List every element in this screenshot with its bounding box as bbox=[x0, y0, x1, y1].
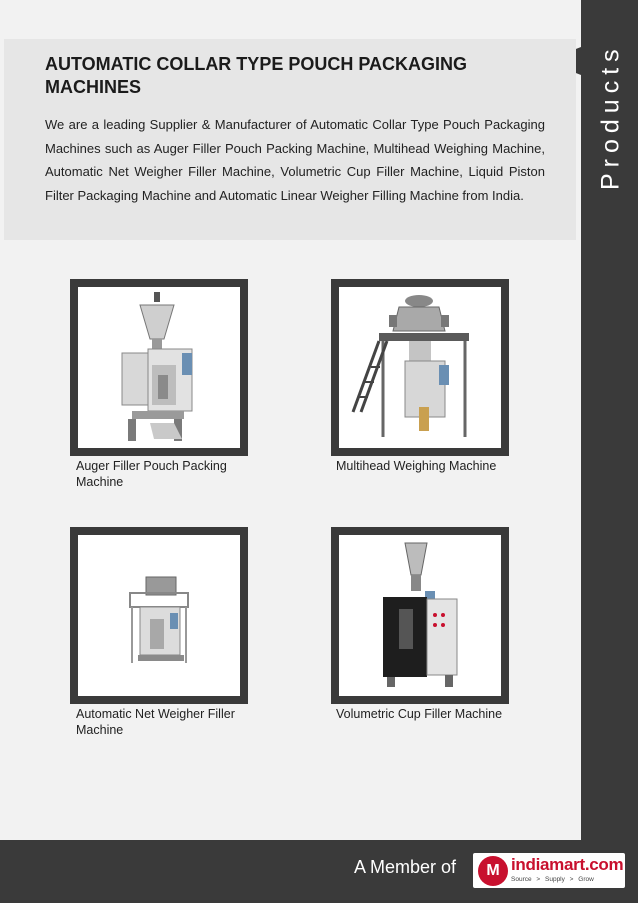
indiamart-logo-mark: M bbox=[478, 856, 508, 886]
sidebar-label: Products bbox=[596, 43, 625, 190]
product-image-volumetric-cup[interactable] bbox=[331, 527, 509, 704]
product-caption: Multihead Weighing Machine bbox=[336, 459, 497, 473]
net-weigher-machine-image bbox=[78, 535, 240, 696]
product-caption: Automatic Net Weigher Filler Machine bbox=[76, 707, 235, 737]
multihead-machine-image bbox=[339, 287, 501, 448]
product-caption: Volumetric Cup Filler Machine bbox=[336, 707, 503, 721]
auger-filler-machine-image bbox=[78, 287, 240, 448]
indiamart-logo-word: indiamart.com bbox=[511, 855, 624, 874]
intro-description: We are a leading Supplier & Manufacturer of Automatic Collar Type Pouch Packaging Machines such as Auger Filler Pouch Packing Machine, Multihead Weighing Machine, Automatic Net Weigher Filler Machine, Volumetric Cup Filler Machine, Liquid Piston Filter Packaging Machine and Automatic Linear Weigher Filling Machine from India. bbox=[45, 117, 545, 203]
indiamart-logo-tagline: Source > Supply > Grow bbox=[511, 876, 594, 883]
product-image-multihead[interactable] bbox=[331, 279, 509, 456]
product-image-auger-filler[interactable] bbox=[70, 279, 248, 456]
product-caption: Auger Filler Pouch Packing Machine bbox=[76, 459, 227, 489]
product-image-net-weigher[interactable] bbox=[70, 527, 248, 704]
page-title: AUTOMATIC COLLAR TYPE POUCH PACKAGING MACHINES bbox=[45, 54, 467, 97]
indiamart-logo[interactable] bbox=[473, 853, 625, 888]
volumetric-cup-machine-image bbox=[339, 535, 501, 696]
member-text: A Member of bbox=[353, 857, 456, 877]
